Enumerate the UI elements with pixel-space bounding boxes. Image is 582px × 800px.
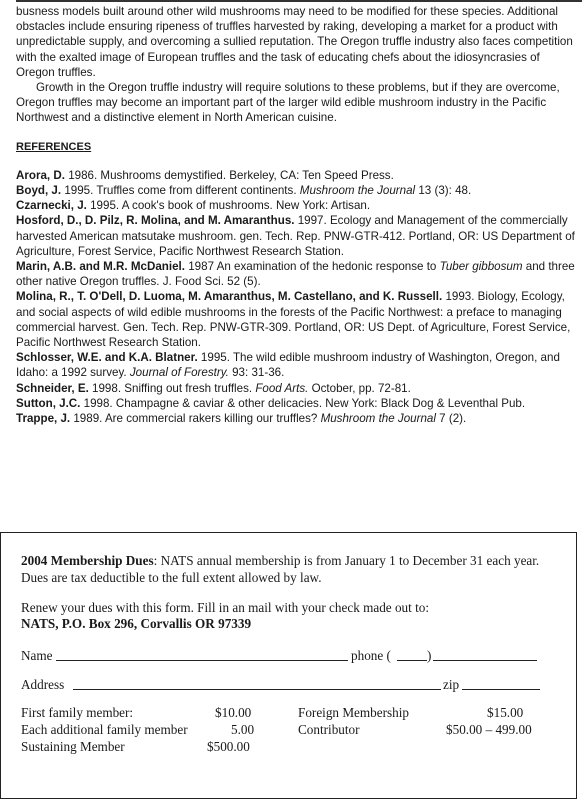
references-list	[16, 168, 576, 426]
reference-entry	[16, 168, 576, 183]
fee-row	[21, 705, 561, 722]
reference-author: Molina, R., T. O'Dell, D. Luoma, M. Amaranthus, M. Castellano, and K. Russell.	[16, 290, 443, 304]
phone-label: phone (	[351, 648, 391, 664]
fee-label: Foreign Membership	[298, 705, 409, 721]
article-body	[16, 4, 576, 426]
renew-instructions: Renew your dues with this form. Fill in an mail with your check made out to:	[21, 599, 430, 615]
name-field[interactable]	[56, 648, 348, 661]
fee-label: Contributor	[298, 722, 360, 738]
reference-author: Sutton, J.C.	[16, 396, 81, 410]
reference-author: Trappe, J.	[16, 412, 71, 426]
address-field[interactable]	[73, 677, 441, 690]
reference-author: Arora, D.	[16, 168, 65, 182]
reference-author: Hosford, D., D. Pilz, R. Molina, and M. Amaranthus.	[16, 214, 295, 228]
reference-author: Marin, A.B. and M.R. McDaniel.	[16, 260, 185, 274]
reference-text: October, pp. 72-81.	[308, 381, 411, 395]
membership-dues-form	[0, 532, 577, 799]
references-heading: REFERENCES	[16, 140, 92, 153]
fee-amount: $500.00	[207, 739, 250, 755]
reference-entry	[16, 289, 576, 350]
reference-author: Czarnecki, J.	[16, 199, 87, 213]
dues-intro	[21, 553, 561, 587]
reference-journal: Journal of Forestry.	[129, 366, 229, 380]
reference-entry	[16, 411, 576, 426]
membership-dues-content	[21, 553, 561, 756]
reference-text: 1993. Biology, Ecology, and social aspects of wild edible mushrooms in the forests of the Pacific Northwest: a preface to managing commercial harvest. Gen. Tech. Rep. PNW-GTR-309. Portland, OR: US Dept. of Agriculture, Forest Service, Pacific Northwest Research Station.	[16, 290, 571, 350]
reference-author: Schlosser, W.E. and K.A. Blatner.	[16, 351, 198, 365]
address-zip-row	[21, 677, 561, 694]
reference-text: 1998. Sniffing out fresh truffles.	[88, 381, 256, 395]
reference-journal: Mushroom the Journal	[299, 184, 416, 198]
phone-number-field[interactable]	[433, 648, 537, 661]
reference-entry	[16, 259, 576, 289]
reference-journal: Mushroom the Journal	[320, 412, 436, 426]
fee-label: Each additional family member	[21, 722, 188, 738]
reference-entry	[16, 213, 576, 259]
paragraph: Growth in the Oregon truffle industry will require solutions to these problems, but if they are overcome, Oregon truffles may become an important part of the larger wild edible mushroom industry in the Pacific Northwest and a distinctive element in North American cuisine.	[16, 81, 560, 125]
reference-text: and three other native Oregon truffles. J. Food Sci. 52 (5).	[16, 260, 575, 289]
mailing-address: NATS, P.O. Box 296, Corvallis OR 97339	[21, 616, 252, 632]
fee-amount: $15.00	[487, 705, 524, 721]
reference-text: 13 (3): 48.	[415, 184, 472, 198]
paragraph: busness models built around other wild mushrooms may need to be modified for these species. Additional obstacles include ensuring ripeness of truffles harvested by raking, developing a market for a product with unpredictable supply, and overcoming a sullied reputation. The Oregon truffle industry also faces competition with the exalted image of European truffles and the task of educating chefs about the idiosyncrasies of Oregon truffles.	[16, 5, 573, 79]
reference-text: 1989. Are commercial rakers killing our truffles?	[70, 412, 321, 426]
fee-row	[21, 722, 561, 739]
reference-text: 1995. The wild edible mushroom industry of Washington, Oregon, and Idaho: a 1992 survey.	[16, 351, 560, 380]
reference-species: Tuber gibbosum	[439, 260, 523, 274]
reference-text: 1987 An examination of the hedonic response to	[185, 260, 440, 274]
dues-description: NATS annual membership is from January 1 to December 31 each year. Dues are tax deductible to the full extent allowed by law.	[21, 553, 540, 585]
fee-amount: $50.00 – 499.00	[446, 722, 532, 738]
reference-entry	[16, 350, 576, 380]
reference-entry	[16, 183, 576, 198]
fee-label: Sustaining Member	[21, 739, 125, 755]
reference-text: 1998. Champagne & caviar & other delicacies. New York: Black Dog & Leventhal Pub.	[80, 396, 526, 410]
dues-colon: :	[153, 553, 158, 568]
zip-label: zip	[443, 677, 460, 693]
reference-text: 7 (2).	[435, 412, 467, 426]
zip-field[interactable]	[462, 677, 540, 690]
reference-entry	[16, 381, 576, 396]
reference-text: 1995. A cook's book of mushrooms. New York: Artisan.	[86, 199, 371, 213]
fee-label: First family member:	[21, 705, 134, 721]
top-rule	[16, 0, 582, 2]
reference-text: 1995. Truffles come from different continents.	[61, 184, 300, 198]
reference-author: Boyd, J.	[16, 184, 62, 198]
phone-area-code-field[interactable]	[397, 648, 427, 661]
reference-text: 1997. Ecology and Management of the commercially harvested American matsutake mushroom. gen. Tech. Rep. PNW-GTR-412. Portland, OR: US Department of Agriculture, Forest Service, Pacific Northwest Research Station.	[16, 214, 575, 258]
reference-text: 1986. Mushrooms demystified. Berkeley, CA: Ten Speed Press.	[64, 168, 394, 182]
address-label: Address	[21, 677, 65, 693]
fee-row	[21, 739, 561, 756]
fee-amount: 5.00	[231, 722, 255, 738]
reference-text: 93: 31-36.	[228, 366, 285, 380]
reference-author: Schneider, E.	[16, 381, 89, 395]
reference-entry	[16, 396, 576, 411]
name-label: Name	[21, 648, 53, 664]
reference-journal: Food Arts.	[255, 381, 309, 395]
dues-title: 2004 Membership Dues	[21, 553, 154, 568]
reference-entry	[16, 198, 576, 213]
fee-amount: $10.00	[215, 705, 252, 721]
name-phone-row	[21, 648, 561, 665]
phone-close-paren: )	[427, 648, 432, 664]
